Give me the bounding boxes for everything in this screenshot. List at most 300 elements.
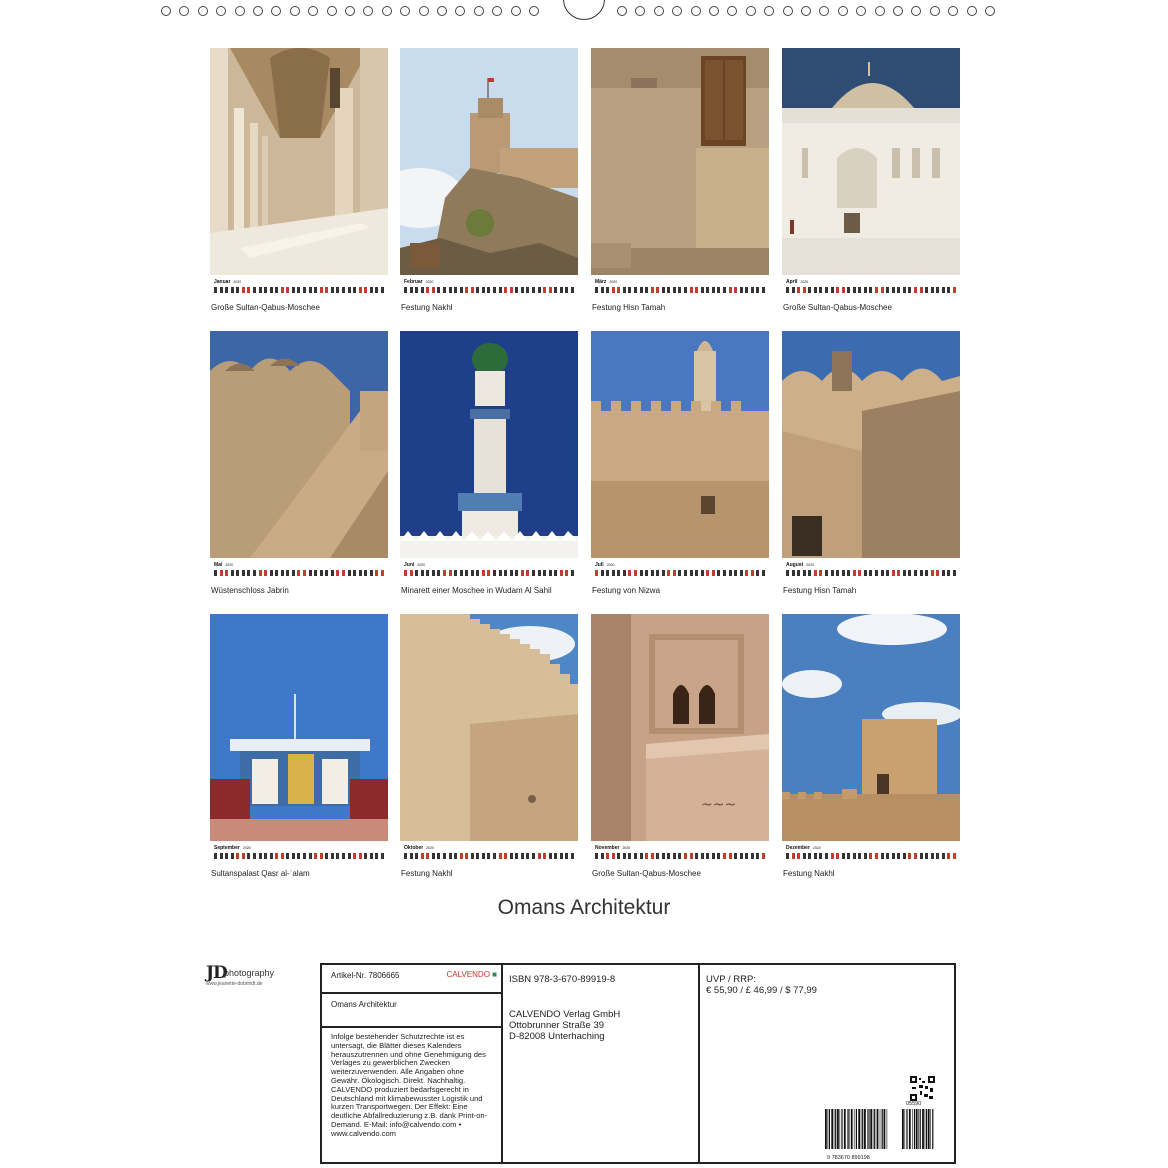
sultan-palace-illustration: [210, 614, 388, 841]
barcode-bar: [858, 1109, 860, 1149]
day-mark: [673, 287, 676, 293]
photo-november: [591, 614, 769, 841]
day-mark: [651, 570, 654, 576]
day-mark: [487, 570, 490, 576]
day-mark: [645, 570, 648, 576]
day-mark: [792, 853, 795, 859]
day-mark: [595, 287, 598, 293]
year-label: 2020: [609, 280, 618, 284]
day-mark: [303, 287, 306, 293]
day-marks: [404, 570, 574, 578]
addon-number: 05590: [906, 1101, 922, 1107]
day-mark: [275, 853, 278, 859]
day-mark: [740, 853, 743, 859]
day-mark: [612, 853, 615, 859]
day-mark: [756, 570, 759, 576]
price-values: € 55,90 / £ 46,99 / $ 77,99: [706, 985, 817, 996]
day-mark: [914, 853, 917, 859]
day-mark: [814, 287, 817, 293]
day-mark: [886, 853, 889, 859]
legal-text: Infolge bestehender Schutzrechte ist es untersagt, die Blätter dieses Kalenders herauszutrennen und ohne Genehmigung des Verlages zu gewerblichen Zwecken weiterzuverwenden. Alle Angaben ohne Gewähr. Ökologisch. Direkt. Nachhaltig. CALVENDO produziert bedarfsgerecht in Deutschland mit klimabewusster Logistik und kurzen Transportwegen. Der Effekt: Eine deutliche Abfallreduzierung z.B. dank Print-on-Demand. E-Mail: info@calvendo.com • www.calvendo.com: [331, 1032, 488, 1138]
day-mark: [886, 570, 889, 576]
binding-ring: [801, 6, 811, 16]
day-mark: [717, 853, 720, 859]
day-mark: [432, 853, 435, 859]
binding-ring: [893, 6, 903, 16]
day-mark: [242, 287, 245, 293]
day-mark: [858, 287, 861, 293]
day-mark: [297, 287, 300, 293]
calendar-title: Omans Architektur: [497, 896, 671, 919]
year-label: 2020: [426, 846, 434, 850]
month-card-january: [210, 48, 388, 312]
photo-caption: Festung Hisn Tamah: [783, 586, 857, 595]
day-mark: [526, 570, 529, 576]
day-mark: [897, 570, 900, 576]
day-mark: [454, 287, 457, 293]
barcode-bar: [868, 1109, 869, 1149]
day-mark: [729, 570, 732, 576]
photo-caption: Festung Nakhl: [401, 869, 453, 878]
binding-ring: [363, 6, 373, 16]
day-mark: [521, 287, 524, 293]
publisher-street: Ottobrunner Straße 39: [509, 1020, 605, 1031]
svg-text:~~~: ~~~: [701, 797, 737, 813]
day-mark: [690, 287, 693, 293]
day-marks: [214, 853, 384, 861]
photo-september: [210, 614, 388, 841]
binding-ring: [327, 6, 337, 16]
month-name: November 2020: [595, 845, 631, 851]
day-mark: [864, 853, 867, 859]
day-mark: [819, 570, 822, 576]
day-mark: [803, 287, 806, 293]
day-mark: [684, 570, 687, 576]
barcode-bar: [920, 1109, 921, 1149]
day-mark: [437, 287, 440, 293]
day-mark: [303, 853, 306, 859]
day-mark: [320, 570, 323, 576]
year-label: 2020: [806, 563, 815, 567]
day-mark: [684, 853, 687, 859]
day-mark: [247, 853, 250, 859]
day-mark: [471, 287, 474, 293]
day-mark: [836, 570, 839, 576]
day-mark: [499, 287, 502, 293]
day-mark: [931, 853, 934, 859]
product-info-box: [320, 963, 956, 1164]
day-mark: [645, 853, 648, 859]
day-mark: [729, 853, 732, 859]
hisn-tamah-walls-illustration: [782, 331, 960, 558]
day-mark: [745, 853, 748, 859]
barcode-bar: [834, 1109, 835, 1149]
day-marks: [786, 287, 956, 295]
day-mark: [797, 853, 800, 859]
day-mark: [701, 853, 704, 859]
day-mark: [297, 853, 300, 859]
photo-caption: Festung Nakhl: [783, 869, 835, 878]
day-mark: [342, 853, 345, 859]
day-mark: [836, 853, 839, 859]
day-mark: [617, 287, 620, 293]
day-marks: [786, 570, 956, 578]
day-mark: [515, 287, 518, 293]
barcode-bar: [867, 1109, 868, 1149]
calendar-strip: [591, 560, 769, 584]
year-label: 2020: [242, 846, 251, 850]
day-mark: [623, 853, 626, 859]
price-label: UVP / RRP:: [706, 974, 756, 985]
day-mark: [786, 287, 789, 293]
legal-cell: [322, 1028, 501, 1162]
day-mark: [560, 570, 563, 576]
day-mark: [415, 853, 418, 859]
publisher-name: CALVENDO Verlag GmbH: [509, 1009, 621, 1020]
month-name: April 2020: [786, 279, 809, 285]
binding-ring: [179, 6, 189, 16]
day-mark: [526, 853, 529, 859]
day-mark: [426, 570, 429, 576]
calendar-strip: [782, 560, 960, 584]
day-mark: [601, 853, 604, 859]
barcode-bar: [922, 1109, 924, 1149]
day-marks: [595, 570, 765, 578]
barcode-bar: [877, 1109, 879, 1149]
binding-ring: [474, 6, 484, 16]
day-mark: [931, 287, 934, 293]
barcode-bar: [825, 1109, 827, 1149]
photo-may: [210, 331, 388, 558]
day-mark: [903, 853, 906, 859]
day-mark: [236, 287, 239, 293]
day-mark: [460, 287, 463, 293]
day-mark: [242, 570, 245, 576]
day-mark: [831, 287, 834, 293]
day-mark: [571, 853, 574, 859]
day-mark: [404, 570, 407, 576]
binding-ring: [967, 6, 977, 16]
day-mark: [225, 570, 228, 576]
month-name: März 2020: [595, 279, 618, 285]
day-mark: [286, 287, 289, 293]
day-mark: [819, 287, 822, 293]
binding-ring: [216, 6, 226, 16]
day-mark: [281, 287, 284, 293]
day-mark: [410, 570, 413, 576]
binding-ring: [308, 6, 318, 16]
day-mark: [640, 287, 643, 293]
barcode-bar: [882, 1109, 883, 1149]
day-mark: [695, 287, 698, 293]
binding-ring: [783, 6, 793, 16]
day-mark: [543, 570, 546, 576]
day-marks: [214, 287, 384, 295]
day-mark: [858, 570, 861, 576]
barcode-bar: [887, 1109, 888, 1149]
year-label: 2020: [606, 563, 615, 567]
fortress-nakhl-illustration: [400, 48, 578, 275]
barcode-bar: [916, 1109, 918, 1149]
photo-caption: Große Sultan-Qabus-Moschee: [211, 303, 320, 312]
day-mark: [476, 853, 479, 859]
year-label: 2020: [233, 280, 242, 284]
day-mark: [493, 570, 496, 576]
day-mark: [745, 287, 748, 293]
day-mark: [482, 570, 485, 576]
logo-url: www.jeanette-dobrindt.de: [206, 981, 263, 987]
binding-ring: [253, 6, 263, 16]
day-mark: [225, 287, 228, 293]
day-mark: [662, 570, 665, 576]
day-mark: [426, 287, 429, 293]
barcode-bar: [873, 1109, 874, 1149]
day-mark: [493, 287, 496, 293]
barcode-bar: [854, 1109, 855, 1149]
calendar-strip: [591, 843, 769, 867]
month-card-november: [591, 614, 769, 878]
day-mark: [521, 570, 524, 576]
day-mark: [628, 287, 631, 293]
day-mark: [595, 570, 598, 576]
minaret-illustration: [400, 331, 578, 558]
binding-ring: [746, 6, 756, 16]
day-mark: [415, 570, 418, 576]
day-mark: [897, 853, 900, 859]
logo-initials: JD: [206, 963, 227, 983]
day-mark: [864, 287, 867, 293]
day-mark: [231, 287, 234, 293]
day-mark: [504, 853, 507, 859]
day-mark: [236, 853, 239, 859]
day-mark: [695, 570, 698, 576]
month-name: Januar 2020: [214, 279, 242, 285]
day-mark: [426, 853, 429, 859]
day-mark: [892, 570, 895, 576]
barcode-bar: [841, 1109, 842, 1149]
day-mark: [487, 853, 490, 859]
barcode-bar: [914, 1109, 915, 1149]
day-mark: [751, 853, 754, 859]
day-mark: [808, 287, 811, 293]
calendar-strip: [210, 843, 388, 867]
day-mark: [920, 287, 923, 293]
day-mark: [762, 287, 765, 293]
day-mark: [667, 570, 670, 576]
month-name: Juni 2020: [404, 562, 426, 568]
binding-ring: [856, 6, 866, 16]
day-mark: [953, 287, 956, 293]
day-mark: [421, 570, 424, 576]
binding-ring: [511, 6, 521, 16]
day-marks: [404, 287, 574, 295]
day-mark: [740, 570, 743, 576]
day-marks: [214, 570, 384, 578]
day-mark: [640, 570, 643, 576]
barcode-bar: [829, 1109, 830, 1149]
day-mark: [684, 287, 687, 293]
day-mark: [606, 853, 609, 859]
binding-ring: [419, 6, 429, 16]
barcode-bar: [902, 1109, 904, 1149]
day-mark: [281, 570, 284, 576]
photo-march: [591, 48, 769, 275]
photo-february: [400, 48, 578, 275]
day-mark: [270, 570, 273, 576]
day-mark: [886, 287, 889, 293]
day-mark: [706, 853, 709, 859]
day-mark: [853, 570, 856, 576]
day-mark: [797, 287, 800, 293]
day-mark: [717, 570, 720, 576]
month-name: Juli 2020: [595, 562, 615, 568]
info-column-middle: [503, 965, 700, 1162]
day-mark: [499, 570, 502, 576]
day-mark: [656, 853, 659, 859]
barcode-bar: [918, 1109, 919, 1149]
day-mark: [869, 287, 872, 293]
day-mark: [292, 570, 295, 576]
day-mark: [381, 853, 384, 859]
barcode-bar: [912, 1109, 913, 1149]
binding-ring: [764, 6, 774, 16]
barcode-bar: [864, 1109, 866, 1149]
calendar-strip: [782, 843, 960, 867]
jabrin-castle-illustration: [210, 331, 388, 558]
day-mark: [953, 853, 956, 859]
day-mark: [303, 570, 306, 576]
day-mark: [443, 853, 446, 859]
day-mark: [510, 570, 513, 576]
day-mark: [554, 287, 557, 293]
day-mark: [437, 570, 440, 576]
mosque-arcade-illustration: [210, 48, 388, 275]
day-mark: [936, 570, 939, 576]
day-mark: [220, 853, 223, 859]
day-mark: [247, 287, 250, 293]
day-mark: [825, 853, 828, 859]
day-mark: [831, 853, 834, 859]
photo-caption: Große Sultan-Qabus-Moschee: [592, 869, 701, 878]
day-mark: [471, 570, 474, 576]
barcode-bar: [928, 1109, 930, 1149]
photo-caption: Große Sultan-Qabus-Moschee: [783, 303, 892, 312]
day-mark: [634, 570, 637, 576]
day-mark: [331, 570, 334, 576]
day-mark: [465, 570, 468, 576]
day-mark: [908, 570, 911, 576]
day-marks: [595, 853, 765, 861]
day-mark: [925, 570, 928, 576]
barcode-number: 9 783670 899198: [827, 1155, 870, 1161]
nakhl-battlements-illustration: [400, 614, 578, 841]
day-mark: [762, 853, 765, 859]
day-mark: [331, 287, 334, 293]
mosque-window-illustration: [591, 614, 769, 841]
day-mark: [892, 287, 895, 293]
day-mark: [560, 287, 563, 293]
day-mark: [460, 570, 463, 576]
barcode-bar: [851, 1109, 853, 1149]
day-mark: [515, 570, 518, 576]
day-mark: [532, 853, 535, 859]
calendar-strip: [400, 560, 578, 584]
day-mark: [869, 570, 872, 576]
day-mark: [231, 853, 234, 859]
day-mark: [908, 287, 911, 293]
day-mark: [264, 853, 267, 859]
day-mark: [286, 853, 289, 859]
day-mark: [942, 287, 945, 293]
day-mark: [504, 287, 507, 293]
binding-ring: [948, 6, 958, 16]
day-mark: [320, 853, 323, 859]
day-mark: [751, 287, 754, 293]
binding-ring: [875, 6, 885, 16]
day-mark: [314, 853, 317, 859]
year-label: 2020: [622, 846, 631, 850]
day-mark: [331, 853, 334, 859]
calendar-strip: [591, 277, 769, 301]
day-mark: [359, 853, 362, 859]
day-mark: [808, 570, 811, 576]
day-mark: [543, 287, 546, 293]
day-mark: [678, 287, 681, 293]
day-mark: [706, 287, 709, 293]
day-mark: [623, 287, 626, 293]
day-mark: [897, 287, 900, 293]
logo-word: photography: [224, 968, 275, 978]
day-mark: [792, 287, 795, 293]
day-mark: [628, 853, 631, 859]
day-mark: [364, 287, 367, 293]
day-mark: [342, 287, 345, 293]
day-mark: [601, 287, 604, 293]
day-mark: [454, 853, 457, 859]
day-mark: [836, 287, 839, 293]
month-card-march: [591, 48, 769, 312]
day-mark: [515, 853, 518, 859]
month-name: September 2020: [214, 845, 251, 851]
photo-october: [400, 614, 578, 841]
day-mark: [651, 287, 654, 293]
day-mark: [449, 287, 452, 293]
day-mark: [364, 853, 367, 859]
day-mark: [712, 853, 715, 859]
day-mark: [286, 570, 289, 576]
day-mark: [847, 853, 850, 859]
day-mark: [792, 570, 795, 576]
month-card-december: [782, 614, 960, 878]
day-mark: [645, 287, 648, 293]
day-mark: [847, 287, 850, 293]
day-mark: [336, 853, 339, 859]
day-mark: [370, 853, 373, 859]
day-mark: [853, 853, 856, 859]
day-mark: [881, 287, 884, 293]
month-card-september: [210, 614, 388, 878]
day-mark: [601, 570, 604, 576]
day-mark: [214, 853, 217, 859]
photo-july: [591, 331, 769, 558]
day-mark: [549, 853, 552, 859]
day-mark: [404, 287, 407, 293]
info-column-left: [322, 965, 503, 1162]
day-mark: [712, 570, 715, 576]
calendar-strip: [210, 277, 388, 301]
day-mark: [651, 853, 654, 859]
day-mark: [706, 570, 709, 576]
